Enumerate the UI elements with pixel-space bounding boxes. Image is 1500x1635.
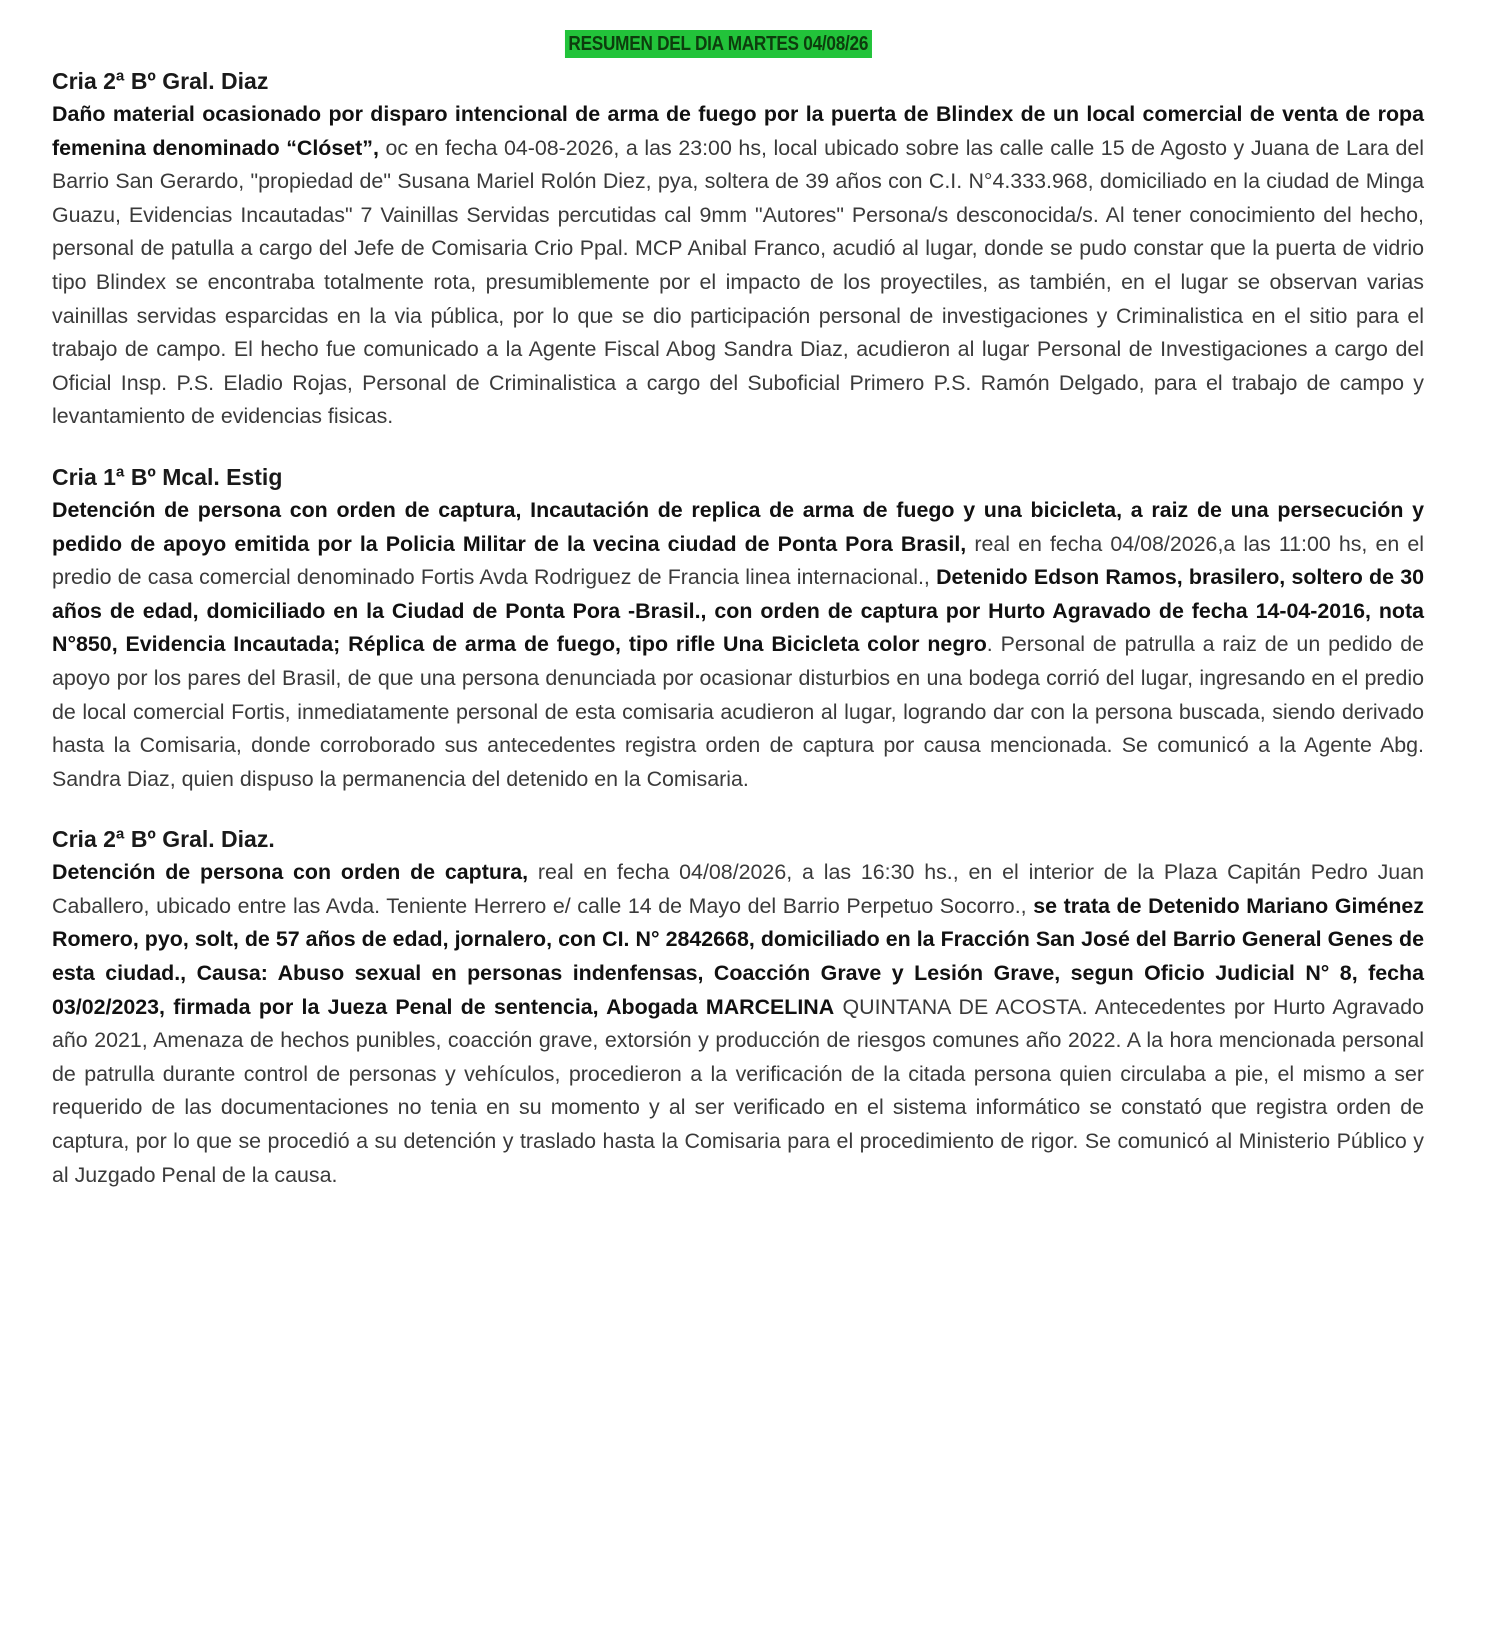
document-title: RESUMEN DEL DIA MARTES 04/08/26: [565, 30, 872, 58]
report-section-3: [52, 822, 1424, 1192]
body-bold-segment: Daño material ocasionado por disparo intencional de arma de fuego por la puerta de Blindex de un local comercial de venta de ropa femenina denominado “Clóset”,: [52, 102, 1424, 160]
body-bold-segment: se trata de Detenido Mariano Giménez Romero, pyo, solt, de 57 años de edad, jornalero, con CI. N° 2842668, domiciliado en la Fracción San José del Barrio General Genes de esta ciudad., Causa: Abuso sexual en personas indenfensas, Coacción Grave y Lesión Grave, segun Oficio Judicial N° 8, fecha 03/02/2023, firmada por la Jueza Penal de sentencia, Abogada MARCELINA: [52, 893, 1424, 1019]
document-page: [52, 30, 1424, 1218]
section-heading: Cria 2ª Bº Gral. Diaz.: [52, 826, 275, 853]
body-segment: real en fecha 04/08/2026, a las 16:30 hs., en el interior de la Plaza Capitán Pedro Juan Caballero, ubicado entre las Avda. Teniente Herrero e/ calle 14 de Mayo del Barrio Perpetuo Socorro.,: [52, 860, 1424, 918]
report-section-1: [52, 64, 1424, 434]
body-segment: oc en fecha 04-08-2026, a las 23:00 hs, local ubicado sobre las calle calle 15 de Agosto y Juana de Lara del Barrio San Gerardo, "propiedad de" Susana Mariel Rolón Diez, pya, soltera de 39 años con C.I. N°4.333.968, domiciliado en la ciudad de Minga Guazu, Evidencias Incautadas" 7 Vainillas Servidas percutidas cal 9mm "Autores" Persona/s desconocida/s. Al tener conocimiento del hecho, personal de patulla a cargo del Jefe de Comisaria Crio Ppal. MCP Anibal Franco, acudió al lugar, donde se pudo constar que la puerta de vidrio tipo Blindex se encontraba totalmente rota, presumiblemente por el impacto de los proyectiles, as también, en el lugar se observan varias vainillas servidas esparcidas en la via pública, por lo que se dio participación personal de investigaciones y Criminalistica en el sitio para el trabajo de campo. El hecho fue comunicado a la Agente Fiscal Abog Sandra Diaz, acudieron al lugar Personal de Investigaciones a cargo del Oficial Insp. P.S. Eladio Rojas, Personal de Criminalistica a cargo del Suboficial Primero P.S. Ramón Delgado, para el trabajo de campo y levantamiento de evidencias fisicas.: [52, 135, 1424, 429]
body-segment: real en fecha 04/08/2026,a las 11:00 hs, en el predio de casa comercial denominado Fortis Avda Rodriguez de Francia linea internacional.,: [52, 531, 1425, 590]
body-segment: QUINTANA DE ACOSTA. Antecedentes por Hurto Agravado año 2021, Amenaza de hechos punibles, coacción grave, extorsión y producción de riesgos comunes año 2022. A la hora mencionada personal de patrulla durante control de personas y vehículos, procedieron a la verificación de la citada persona quien circulaba a pie, el mismo a ser requerido de las documentaciones no tenia en su momento y al ser verificado en el sistema informático se constató que registra orden de captura, por lo que se procedió a su detención y traslado hasta la Comisaria para el procedimiento de rigor. Se comunicó al Ministerio Público y al Juzgado Penal de la causa.: [52, 994, 1424, 1187]
body-bold-segment: Detención de persona con orden de captura,: [52, 860, 529, 885]
report-section-2: [52, 460, 1424, 796]
body-bold-segment: Detención de persona con orden de captura, Incautación de replica de arma de fuego y una bicicleta, a raiz de una persecución y pedido de apoyo emitida por la Policia Militar de la vecina ciudad de Ponta Pora Brasil,: [52, 497, 1424, 556]
section-body: [52, 98, 1424, 434]
title-wrap: [52, 30, 1424, 58]
section-body: [52, 856, 1424, 1192]
section-body: [52, 494, 1424, 796]
section-heading: Cria 1ª Bº Mcal. Estig: [52, 463, 283, 490]
section-heading: Cria 2ª Bº Gral. Diaz: [52, 68, 269, 94]
body-segment: . Personal de patrulla a raiz de un pedido de apoyo por los pares del Brasil, de que una persona denunciada por ocasionar disturbios en una bodega corrió del lugar, ingresando en el predio de local comercial Fortis, inmediatamente personal de esta comisaria acudieron al lugar, logrando dar con la persona buscada, siendo derivado hasta la Comisaria, donde corroborado sus antecedentes registra orden de captura por causa mencionada. Se comunicó a la Agente Abg. Sandra Diaz, quien dispuso la permanencia del detenido en la Comisaria.: [52, 632, 1424, 791]
body-bold-segment: Detenido Edson Ramos, brasilero, soltero de 30 años de edad, domiciliado en la Ciudad de Ponta Pora -Brasil., con orden de captura por Hurto Agravado de fecha 14-04-2016, nota N°850, Evidencia Incautada; Réplica de arma de fuego, tipo rifle Una Bicicleta color negro: [52, 565, 1424, 657]
